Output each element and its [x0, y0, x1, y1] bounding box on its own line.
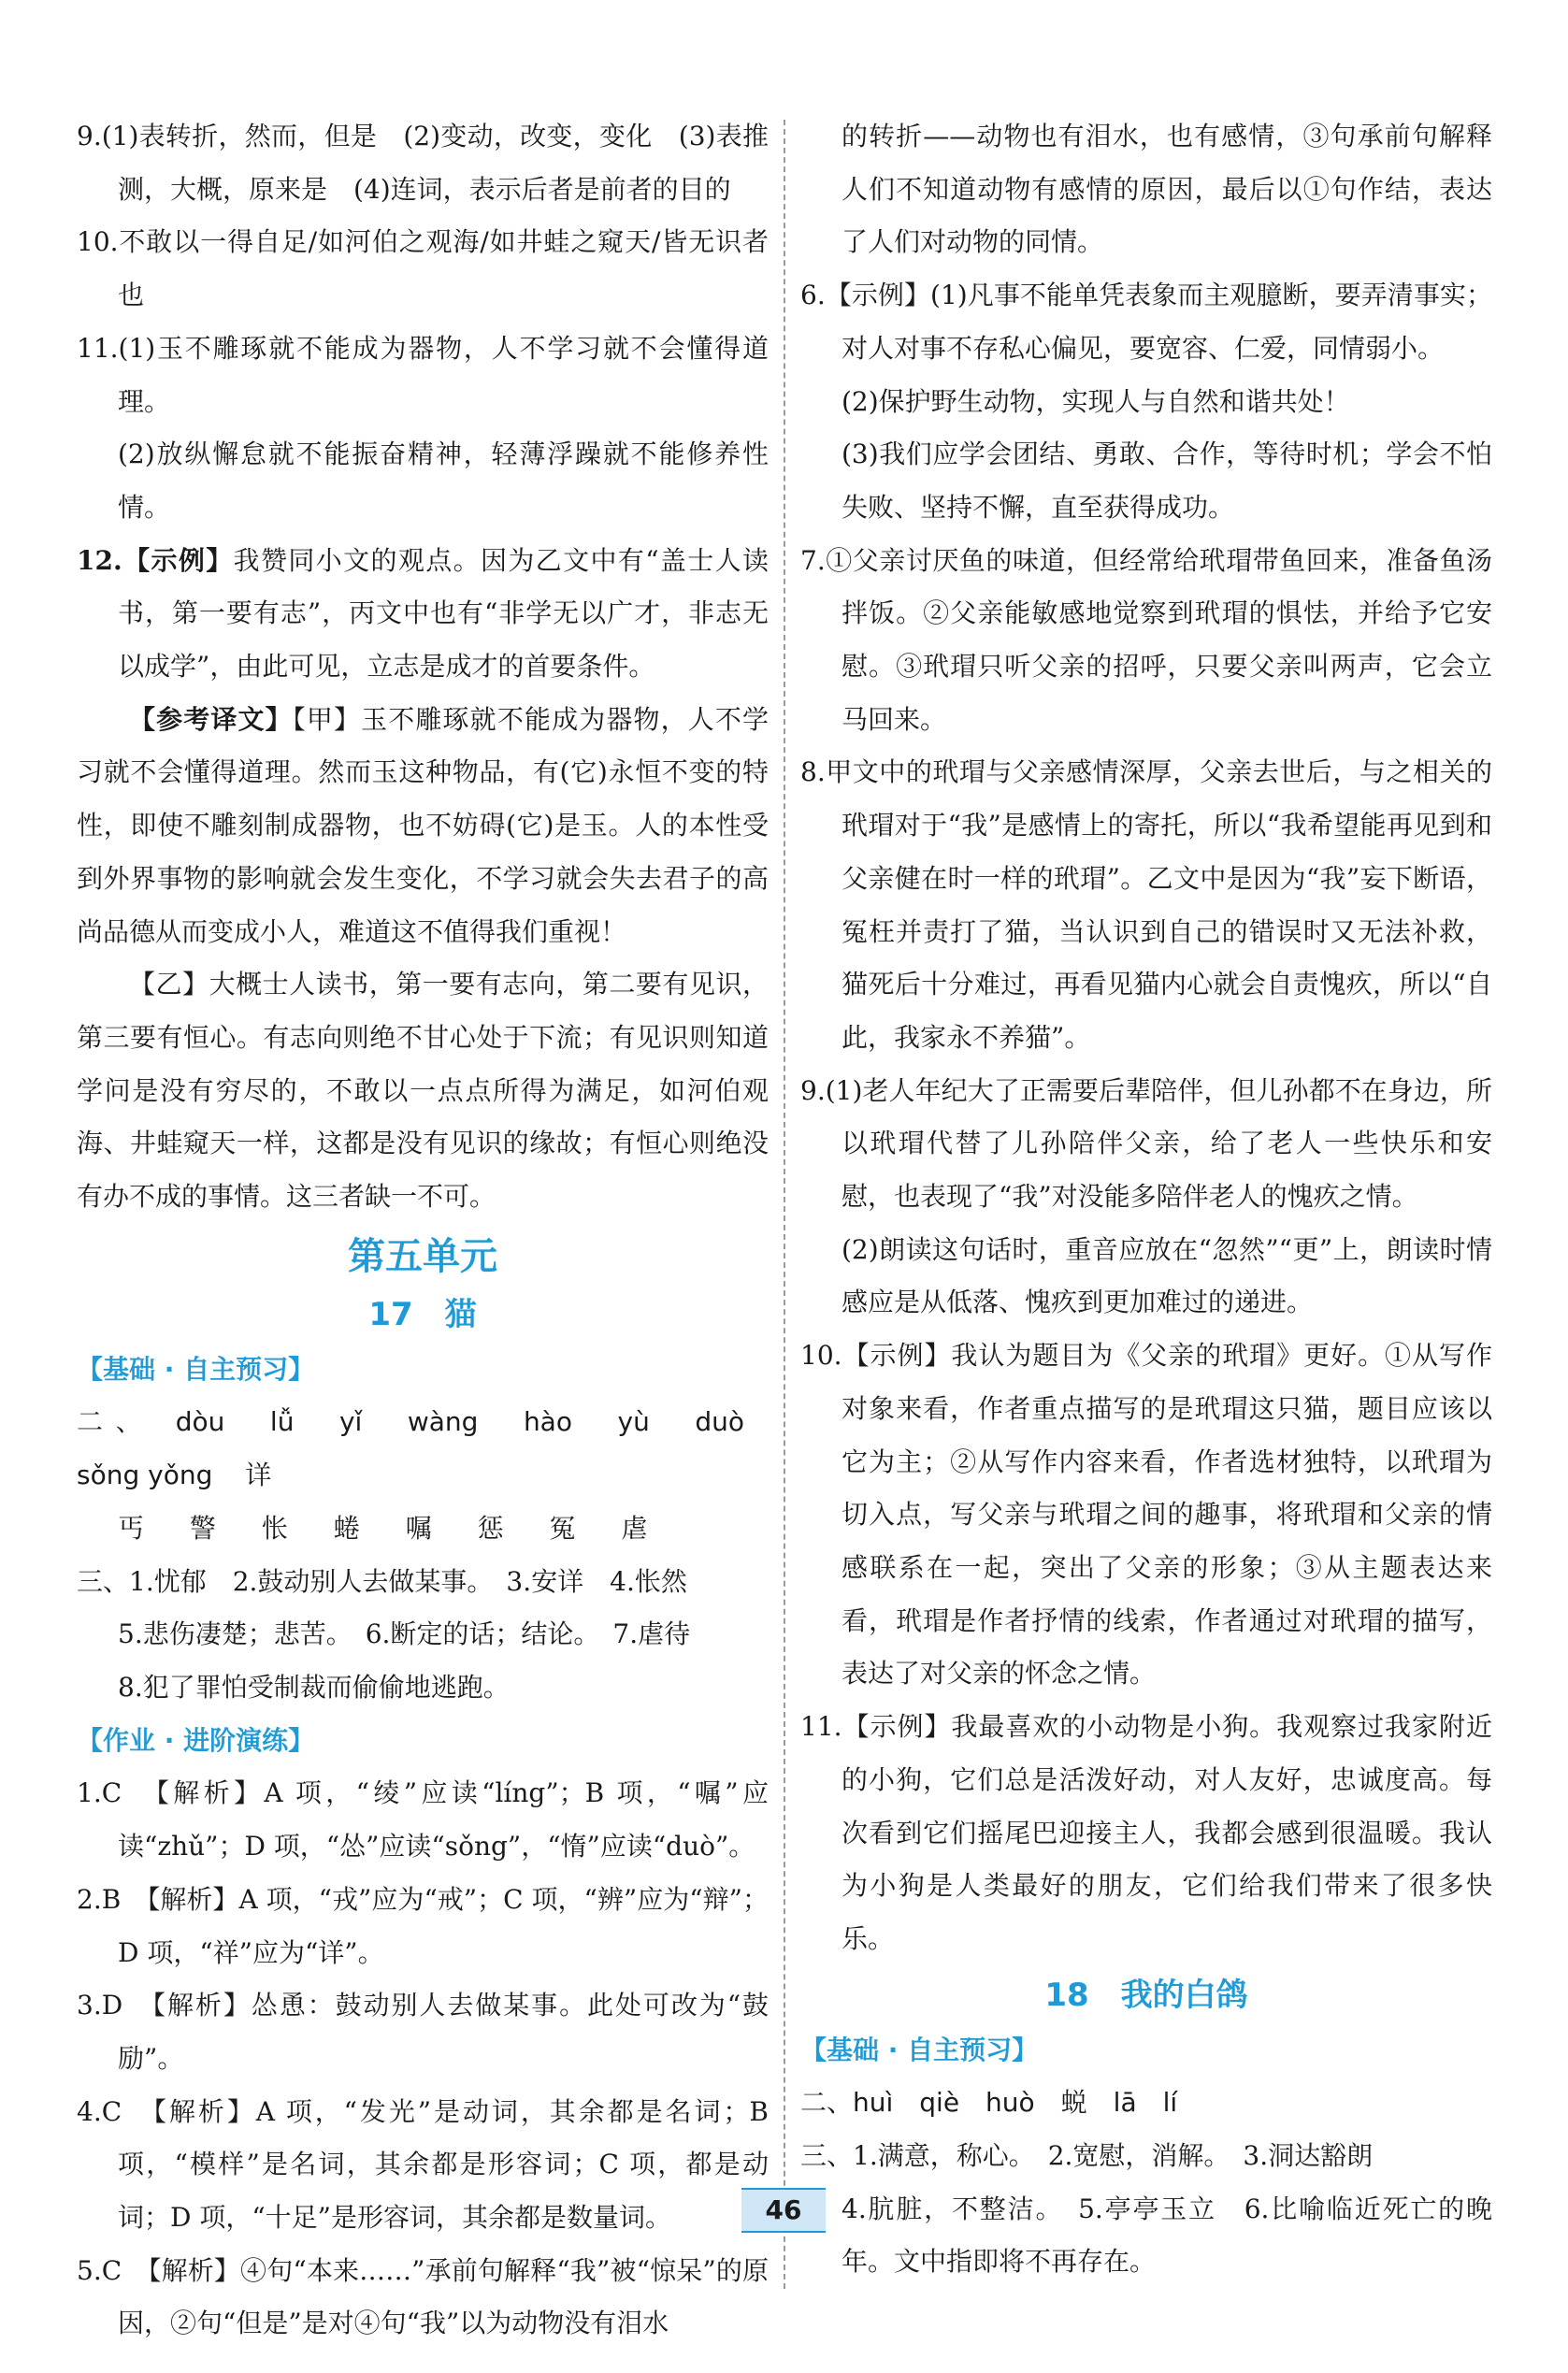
- answer-12: [77, 535, 769, 694]
- pinyin-6: yù: [617, 1406, 650, 1438]
- answer-h6-2: (2)保护野生动物，实现人与自然和谐共处！: [842, 385, 1350, 417]
- translation-tag: 【参考译文】: [129, 703, 293, 735]
- answer-h5-continued: 的转折——动物也有泪水，也有感情，③句承前句解释人们不知道动物有感情的原因，最后以①句作结，表达了人们对动物的同情。: [842, 121, 1492, 258]
- answer-11-2: (2)放纵懈怠就不能振奋精神，轻薄浮躁就不能修养性情。: [118, 439, 769, 523]
- answer-h10: 10.【示例】我认为题目为《父亲的玳瑁》更好。①从写作对象来看，作者重点描写的是玳瑁这只猫，题目应该以它为主；②从写作内容来看，作者选材独特，以玳瑁为切入点，写父亲与玳瑁之间的趣事，将玳瑁和父亲的情感联系在一起，突出了父亲的形象；③从主题表达来看，玳瑁是作者抒情的线索，作者通过对玳瑁的描写，表达了对父亲的怀念之情。: [800, 1340, 1492, 1690]
- answer-h3: 3.D 【解析】怂恿：鼓动别人去做某事。此处可改为“鼓励”。: [77, 1990, 769, 2074]
- answer-h2: 2.B 【解析】A 项，“戎”应为“戒”；C 项，“辨”应为“辩”；D 项，“祥”应为“详”。: [77, 1883, 769, 1968]
- char-2: 警: [189, 1512, 216, 1544]
- answer-12-tag: 12.【示例】: [77, 544, 234, 576]
- unit-title: 第五单元: [348, 1234, 497, 1278]
- char-7: 冤: [549, 1512, 576, 1544]
- answer-h9-2: (2)朗读这句话时，重音应放在“忽然”“更”上，朗读时情感应是从低落、愧疚到更加难过的递进。: [842, 1233, 1492, 1318]
- q3-line-3: 8.犯了罪怕受制裁而偷偷地逃跑。: [118, 1671, 510, 1703]
- section-homework: 【作业 · 进阶演练】: [77, 1724, 315, 1756]
- answer-11-1: 11.(1)玉不雕琢就不能成为器物，人不学习就不会懂得道理。: [77, 332, 769, 417]
- answer-12-text: 我赞同小文的观点。因为乙文中有“盖士人读书，第一要有志”，丙文中也有“非学无以广才，非志无以成学”，由此可见，立志是成才的首要条件。: [118, 544, 769, 683]
- answer-h8: 8.甲文中的玳瑁与父亲感情深厚，父亲去世后，与之相关的玳瑁对于“我”是感情上的寄托，所以“我希望能再见到和父亲健在时一样的玳瑁”。乙文中是因为“我”妄下断语，冤枉并责打了猫，当认识到自己的错误时又无法补救，猫死后十分难过，再看见猫内心就会自责愧疚，所以“自此，我家永不养猫”。: [800, 756, 1492, 1053]
- translation-jia: [77, 694, 769, 959]
- char-3: 怅: [261, 1512, 288, 1544]
- answer-h11: 11.【示例】我最喜欢的小动物是小狗。我观察过我家附近的小狗，它们总是活泼好动，对人友好，忠诚度高。每次看到它们摇尾巴迎接主人，我都会感到很温暖。我认为小狗是人类最好的朋友，它们给我们带来了很多快乐。: [800, 1711, 1492, 1954]
- char-5: 嘱: [405, 1512, 432, 1544]
- pinyin-5: hào: [523, 1406, 572, 1438]
- pinyin-7: duò: [695, 1406, 744, 1438]
- lesson18-q3-line-1: 三、1.满意，称心。 2.宽慰，消解。 3.洞达豁朗: [800, 2140, 1374, 2172]
- pinyin-row: [77, 1396, 769, 1502]
- lesson-17-title: 17 猫: [368, 1295, 477, 1333]
- pinyin-prefix: 二、: [77, 1406, 155, 1438]
- answer-9: 9.(1)表转折，然而，但是 (2)变动，改变，变化 (3)表推测，大概，原来是 (4)连词，表示后者是前者的目的: [77, 121, 769, 205]
- section-basic-preview: 【基础 · 自主预习】: [77, 1353, 315, 1385]
- chars-row: [77, 1503, 769, 1556]
- answer-h1: 1.C 【解析】A 项，“绫”应读“líng”；B 项，“嘱”应读“zhǔ”；D 项，“怂”应读“sǒng”，“惰”应读“duò”。: [77, 1777, 769, 1862]
- translation-jia-text: 【甲】玉不雕琢就不能成为器物，人不学习就不会懂得道理。然而玉这种物品，有(它)永恒不变的特性，即使不雕刻制成器物，也不妨碍(它)是玉。人的本性受到外界事物的影响就会发生变化，不学习就会失去君子的高尚品德从而变成小人，难道这不值得我们重视！: [77, 703, 769, 947]
- answer-10: 10.不敢以一得自足/如河伯之观海/如井蛙之窥天/皆无识者也: [77, 226, 769, 311]
- answer-h9-1: 9.(1)老人年纪大了正需要后辈陪伴，但儿孙都不在身边，所以玳瑁代替了儿孙陪伴父亲，给了老人一些快乐和安慰，也表现了“我”对没能多陪伴老人的愧疚之情。: [800, 1074, 1492, 1213]
- answer-h6-3: (3)我们应学会团结、勇敢、合作，等待时机；学会不怕失败、坚持不懈，直至获得成功。: [842, 439, 1492, 523]
- char-1: 丐: [118, 1512, 145, 1544]
- pinyin-4: wàng: [407, 1406, 479, 1438]
- char-4: 蜷: [333, 1512, 360, 1544]
- q3-line-1: 三、1.忧郁 2.鼓动别人去做某事。 3.安详 4.怅然: [77, 1565, 687, 1597]
- answer-h6-1: 6.【示例】(1)凡事不能单凭表象而主观臆断，要弄清事实；对人对事不存私心偏见，要宽容、仁爱，同情弱小。: [800, 280, 1492, 364]
- right-column: [800, 110, 1492, 2289]
- answer-h4: 4.C 【解析】A 项，“发光”是动词，其余都是名词；B 项，“模样”是名词，其余都是形容词；C 项，都是动词；D 项，“十足”是形容词，其余都是数量词。: [77, 2095, 769, 2234]
- pinyin-1: dòu: [175, 1406, 225, 1438]
- answer-h7: 7.①父亲讨厌鱼的味道，但经常给玳瑁带鱼回来，准备鱼汤拌饭。②父亲能敏感地觉察到玳瑁的惧怯，并给予它安慰。③玳瑁只听父亲的招呼，只要父亲叫两声，它会立马回来。: [800, 544, 1492, 735]
- pinyin-9: 详: [245, 1460, 272, 1491]
- answer-h5: 5.C 【解析】④句“本来……”承前句解释“我”被“惊呆”的原因，②句“但是”是对④句“我”以为动物没有泪水: [77, 2254, 769, 2339]
- page-number: 46: [741, 2188, 826, 2233]
- pinyin-2: lǚ: [269, 1406, 295, 1438]
- section-basic-preview-18: 【基础 · 自主预习】: [800, 2034, 1039, 2065]
- char-8: 虐: [621, 1512, 648, 1544]
- column-divider: [784, 120, 785, 2289]
- pinyin-8: sǒng yǒng: [77, 1460, 213, 1491]
- lesson-18-title: 18 我的白鸽: [1044, 1976, 1248, 2014]
- translation-yi: 【乙】大概士人读书，第一要有志向，第二要有见识，第三要有恒心。有志向则绝不甘心处于下流；有见识则知道学问是没有穷尽的，不敢以一点点所得为满足，如河伯观海、井蛙窥天一样，这都是没有见识的缘故；有恒心则绝没有办不成的事情。这三者缺一不可。: [77, 969, 769, 1213]
- char-6: 惩: [477, 1512, 504, 1544]
- lesson18-q3-line-2: 4.肮脏，不整洁。 5.亭亭玉立 6.比喻临近死亡的晚年。文中指即将不再存在。: [842, 2193, 1492, 2278]
- lesson18-q2: 二、huì qiè huò 蜕 lā lí: [800, 2087, 1178, 2119]
- q3-line-2: 5.悲伤凄楚；悲苦。 6.断定的话；结论。 7.虐待: [118, 1618, 691, 1650]
- left-column: [77, 110, 769, 2351]
- pinyin-3: yǐ: [338, 1406, 363, 1438]
